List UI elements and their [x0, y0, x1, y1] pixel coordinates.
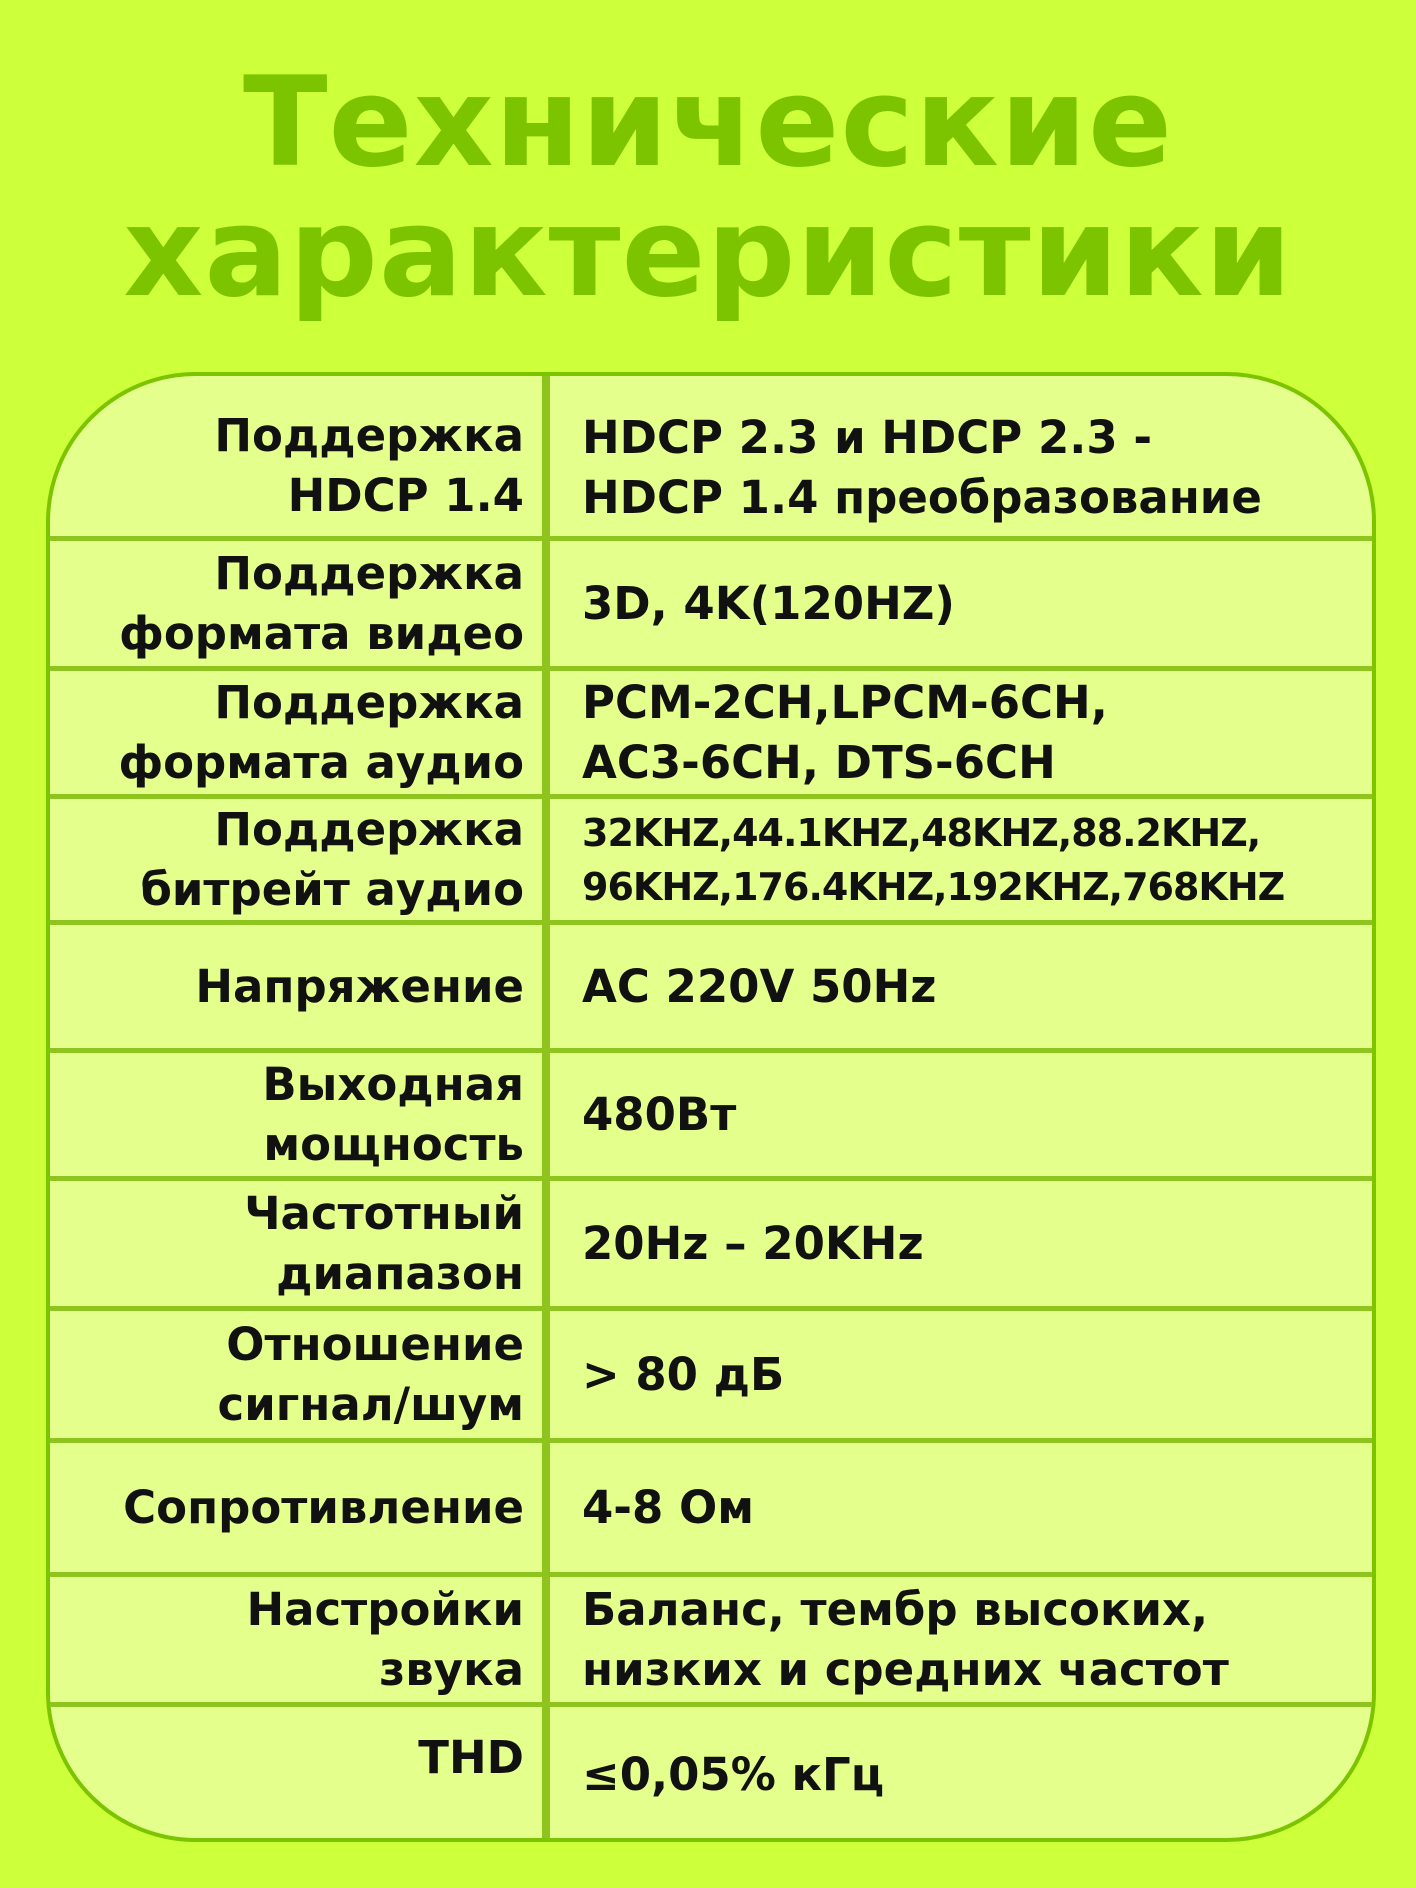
spec-value: Баланс, тембр высоких, низких и средних частот [582, 1582, 1229, 1696]
spec-row-impedance [50, 1438, 1372, 1572]
spec-key: Выходная мощность [262, 1057, 524, 1171]
spec-row-voltage [50, 920, 1372, 1048]
page-title-line-1: Технические [242, 51, 1174, 195]
spec-key: Напряжение [195, 959, 524, 1013]
spec-value: HDCP 2.3 и HDCP 2.3 - HDCP 1.4 преобразование [582, 411, 1262, 524]
spec-key: Поддержка битрейт аудио [140, 802, 524, 916]
spec-value: 32KHZ,44.1KHZ,48KHZ,88.2KHZ, 96KHZ,176.4KHZ,192KHZ,768KHZ [582, 810, 1285, 909]
spec-value: > 80 дБ [582, 1347, 785, 1401]
spec-row-power [50, 1048, 1372, 1176]
spec-row-sound-settings [50, 1572, 1372, 1702]
spec-value: ≤0,05% кГц [582, 1747, 885, 1801]
spec-row-snr [50, 1306, 1372, 1438]
page-title [0, 51, 1416, 325]
spec-key: Настройки звука [246, 1582, 524, 1696]
spec-key: Отношение сигнал/шум [217, 1317, 524, 1431]
spec-value: PCM-2CH,LPCM-6CH, AC3-6CH, DTS-6CH [582, 675, 1108, 789]
spec-value: 3D, 4K(120HZ) [582, 576, 955, 630]
spec-row-hdcp [50, 376, 1372, 536]
spec-key: THD [418, 1730, 524, 1784]
page-title-line-2: характеристики [123, 181, 1293, 325]
spec-table [46, 372, 1376, 1842]
spec-row-audio-bitrate [50, 794, 1372, 920]
spec-value: 480Вт [582, 1087, 737, 1141]
spec-key: Частотный диапазон [244, 1186, 524, 1300]
spec-key: Поддержка формата видео [119, 546, 524, 660]
spec-key: Поддержка HDCP 1.4 [214, 409, 524, 522]
spec-row-thd [50, 1702, 1372, 1842]
spec-row-frequency [50, 1176, 1372, 1306]
spec-value: AC 220V 50Hz [582, 959, 937, 1013]
spec-row-audio-format [50, 666, 1372, 794]
spec-value: 4-8 Ом [582, 1480, 755, 1534]
spec-key: Поддержка формата аудио [118, 675, 524, 789]
spec-row-video [50, 536, 1372, 666]
spec-value: 20Hz – 20KHz [582, 1216, 924, 1270]
spec-key: Сопротивление [123, 1480, 524, 1534]
